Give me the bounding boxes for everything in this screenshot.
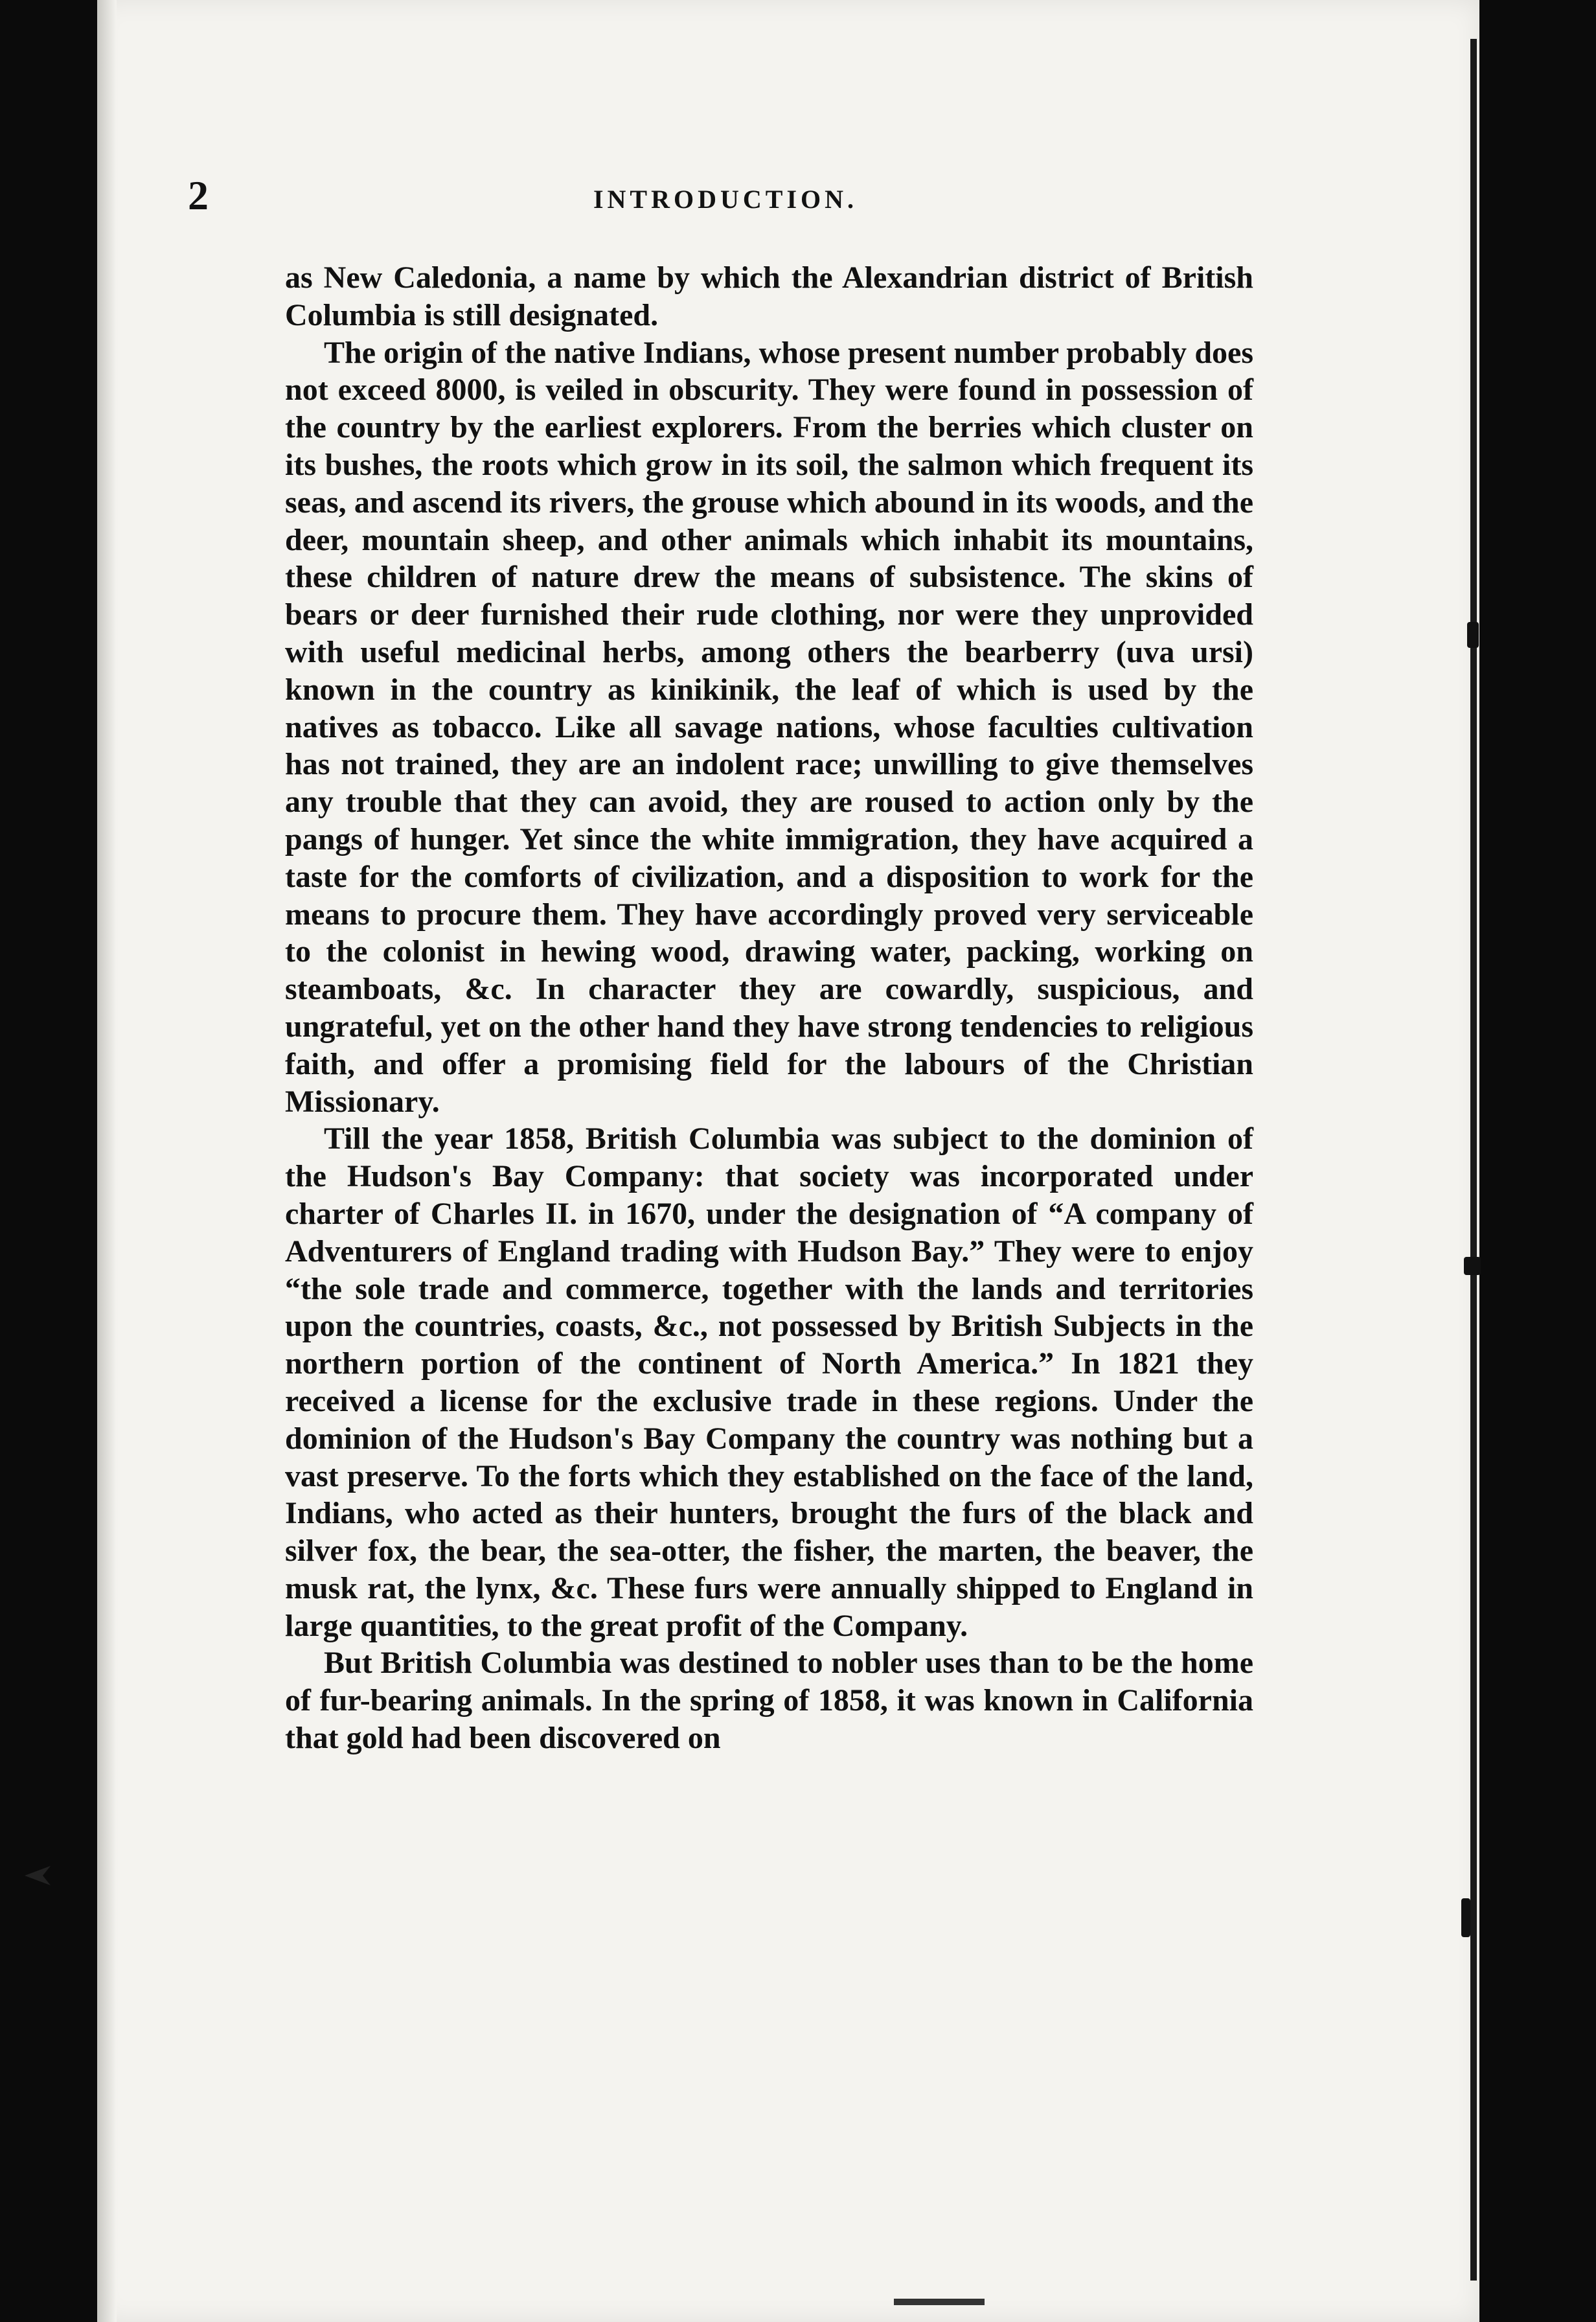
- paragraph: [285, 259, 1253, 334]
- spine-artifact: [1467, 622, 1479, 648]
- paragraph-text: The origin of the native Indians, whose present number probably does not exceed 8000, is veiled in obscurity. They were found in possession of the country by the earliest explorers. From the berries which cluster on its bushes, the roots which grow in its soil, the salmon which frequent its seas, and ascend its rivers, the grouse which abound in its woods, and the deer, mountain sheep, and other animals which inhabit its mountains, these children of nature drew the means of subsistence. The skins of bears or deer furnished their rude clothing, nor were they unprovided with useful medicinal herbs, among others the bearberry (uva ursi) known in the country as kinikinik, the leaf of which is used by the natives as tobacco. Like all savage nations, whose faculties cultivation has not trained, they are an indolent race; unwilling to give themselves any trouble that they can avoid, they are roused to action only by the pangs of hunger. Yet since the white immigration, they have acquired a taste for the comforts of civilization, and a disposition to work for the means to procure them. They have accordingly proved very serviceable to the colonist in hewing wood, drawing water, packing, working on steamboats, &c. In character they are cowardly, suspicious, and ungrateful, yet on the other hand they have strong tendencies to religious faith, and offer a promising field for the labours of the Christian Missionary.: [285, 335, 1253, 1119]
- book-spine-edge: [1470, 39, 1477, 2281]
- scan-artifact-bottom: [894, 2299, 985, 2305]
- body-text: [285, 259, 1253, 1757]
- scan-artifact-left: [25, 1866, 51, 1885]
- paragraph: [285, 1644, 1253, 1756]
- paragraph: [285, 1120, 1253, 1644]
- spine-artifact: [1464, 1257, 1481, 1275]
- page-number: 2: [188, 172, 209, 218]
- spine-artifact: [1461, 1898, 1470, 1937]
- paragraph-text: But British Columbia was destined to nobler uses than to be the home of fur-bearing animals. In the spring of 1858, it was known in California that gold had been discovered on: [285, 1646, 1253, 1756]
- page-edge-shadow: [97, 0, 117, 2322]
- page-header: [188, 172, 1263, 240]
- running-head: INTRODUCTION.: [593, 185, 858, 214]
- paragraph-text: Till the year 1858, British Columbia was subject to the dominion of the Hudson's Bay Company: that society was incorporated under charter of Charles II. in 1670, under the designation of “A company of Adventurers of England trading with Hudson Bay.” They were to enjoy “the sole trade and commerce, together with the lands and territories upon the countries, coasts, &c., not possessed by British Subjects in the northern portion of the continent of North America.” In 1821 they received a license for the exclusive trade in these regions. Under the dominion of the Hudson's Bay Company the country was nothing but a vast preserve. To the forts which they established on the face of the land, Indians, who acted as their hunters, brought the furs of the black and silver fox, the bear, the sea-otter, the fisher, the marten, the beaver, the musk rat, the lynx, &c. These furs were annually shipped to England in large quantities, to the great profit of the Company.: [285, 1121, 1253, 1643]
- paragraph: [285, 334, 1253, 1121]
- paragraph-text: as New Caledonia, a name by which the Alexandrian district of British Columbia is still designated.: [285, 260, 1253, 332]
